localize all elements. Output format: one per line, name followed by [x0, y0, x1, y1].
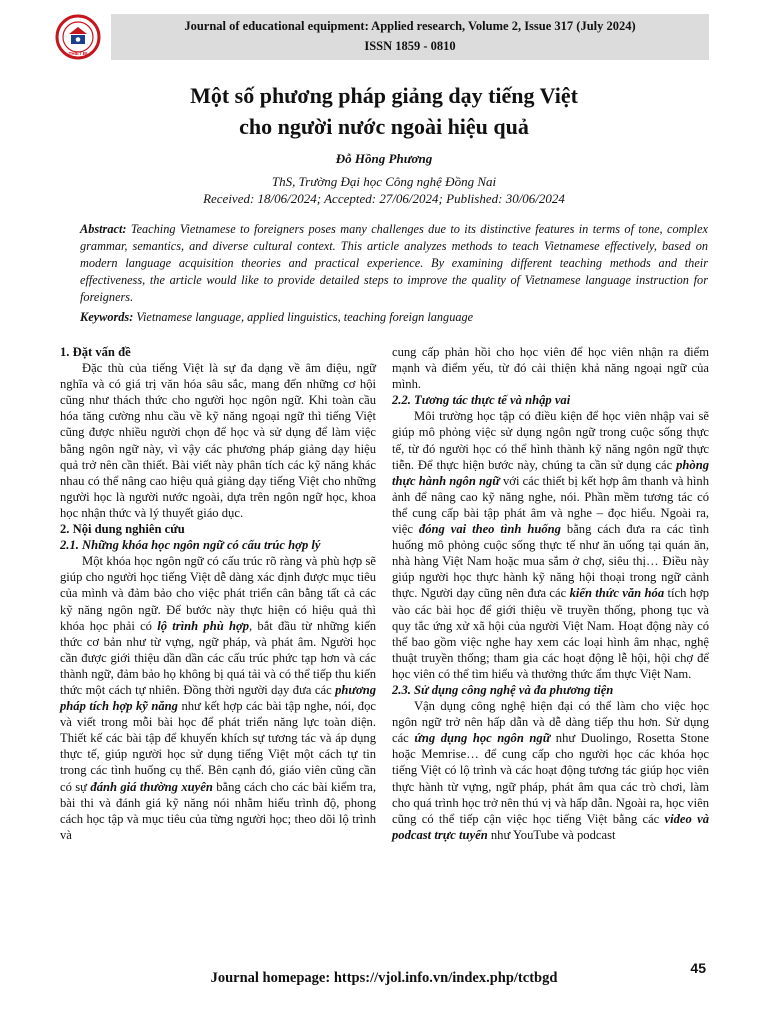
emphasis-kien-thuc: kiến thức văn hóa — [569, 586, 665, 601]
article-title — [60, 80, 708, 142]
journal-header — [111, 14, 709, 60]
paragraph-intro: Đặc thù của tiếng Việt là sự đa dạng về âm điệu, ngữ nghĩa và có giá trị văn hóa sâu sắc, mang đến những cơ hội cũng như thách thức cho người học ngôn ngữ. Khi toàn cầu hóa tăng cường nhu cầu về kỹ năng ngoại ngữ thì tiếng Việt cũng được nhiều người chọn để học và sử dụng để làm việc bằng ngôn ngữ này, vì vậy các phương pháp giảng dạy hiệu quả trở nên cần thiết. Bài viết này phân tích các kỹ năng khác nhau có thể nâng cao hiệu quả giảng dạy tiếng Việt cho những người học là người nước ngoài, dựa trên ngôn ngữ học, khoa học nhận thức và lý thuyết giáo dục. — [60, 361, 376, 520]
journal-citation: Journal of educational equipment: Applied research, Volume 2, Issue 317 (July 2024) — [184, 19, 636, 33]
paragraph-2-2: Môi trường học tập có điều kiện để học viên nhập vai sẽ giúp mô phỏng việc sử dụng ngôn ngữ trong cuộc sống thực tế, từ đó người học có thể hình thành kỹ năng ngôn ngữ thực tiễn. Để thực hiện bước này, chúng ta cần sử dụng các phòng thực hành ngôn ngữ với các thiết bị kết hợp âm thanh và hình ảnh để nâng cao kỹ năng nghe, nói. Phần mềm tương tác có thể cung cấp bài tập phát âm và nghe – đọc hiểu. Ngoài ra, việc đóng vai theo tình huống bằng cách đưa ra các tình huống mô phỏng cuộc sống thực tế như ăn uống tại quán ăn, nhà hàng Việt Nam hoặc mua sắm ở chợ, siêu thị… Điều này giúp người học thực hành kỹ năng hội thoại trong ngữ cảnh thực. Người dạy cũng nên đưa các kiến thức văn hóa tích hợp vào các bài học để giới thiệu về truyền thống, phong tục và quy tắc ứng xử xã hội của người Việt Nam. Hoạt động này có thể bao gồm việc nghe hay xem các loại hình âm nhạc, nghệ thuật truyền thống; tham gia các hoạt động lễ hội, hội chợ để học viên có thể tìm hiểu và thưởng thức ẩm thực Việt Nam. — [392, 409, 710, 681]
affiliation: ThS, Trường Đại học Công nghệ Đồng Nai — [271, 174, 497, 189]
emphasis-video-podcast: video và podcast trực tuyến — [392, 811, 709, 842]
emphasis-dong-vai: đóng vai theo tình huống — [418, 522, 561, 537]
section-heading-content: 2. Nội dung nghiên cứu — [60, 522, 185, 537]
keywords-text: Vietnamese language, applied linguistics, teaching foreign language — [133, 310, 474, 324]
emphasis-phong-thuc-hanh: phòng thực hành ngôn ngữ — [392, 457, 709, 488]
title-line-2: cho người nước ngoài hiệu quả — [239, 114, 529, 139]
journal-logo — [55, 14, 101, 60]
paragraph-2-3: Vận dụng công nghệ hiện đại có thể làm cho việc học ngôn ngữ trở nên hấp dẫn và dễ dàng tiếp thu hơn. Sử dụng các ứng dụng học ngôn ngữ như Duolingo, Rosetta Stone hoặc Memrise… để cung cấp cho người học các khóa học tiếng Việt có lộ trình và các hoạt động tương tác giúp học viên thực hành từ vựng, ngữ pháp, phát âm qua các trò chơi, làm cho quá trình học trở nên thú vị và hấp dẫn. Ngoài ra, học viên cũng có thể tiếp cận việc học tiếng Việt bằng các video và podcast trực tuyến như YouTube và podcast — [392, 699, 709, 842]
emphasis-lo-trinh: lộ trình phù hợp — [157, 618, 250, 633]
subsection-heading-2-2: 2.2. Tương tác thực tế và nhập vai — [392, 393, 571, 408]
affiliation-block — [60, 173, 708, 207]
section-heading-intro: 1. Đặt vấn đề — [60, 345, 131, 359]
paragraph-2-1: Một khóa học ngôn ngữ có cấu trúc rõ ràng và phù hợp sẽ giúp cho người học tiếng Việt dễ dàng xác định được mục tiêu của mình và đảm bảo cho việc phát triển cân bằng tất cả các kỹ năng ngôn ngữ. Để bước này thực hiện có hiệu quả thì khóa học phải có lộ trình phù hợp, bắt đầu từ những kiến thức cơ bản như từ vựng, ngữ pháp, và phát âm. Người học cần được giới thiệu dần dần các cấu trúc phức tạp hơn và các thành ngữ, đảm bảo họ không bị quá tải và có thể tiếp thu kiến thức một cách tự nhiên. Đồng thời người dạy đưa các phương pháp tích hợp kỹ năng như kết hợp các bài tập nghe, nói, đọc và viết trong mỗi bài học để phát triển năng lực toàn diện. Thiết kế các bài tập để khuyến khích sự tương tác và áp dụng thực tế, giúp người học sử dụng tiếng Việt một cách tự tin trong các tình huống cụ thể. Bên cạnh đó, giáo viên cũng cần có sự đánh giá thường xuyên bằng cách cho các bài kiểm tra, bài thi và đánh giá kỹ năng nói nhằm hiểu trình độ, phong cách học tập và mục tiêu của từng người học; theo dõi lộ trình và — [60, 554, 376, 842]
journal-homepage[interactable]: Journal homepage: https://vjol.info.vn/index.php/tctbgd — [210, 970, 558, 986]
emphasis-danh-gia: đánh giá thường xuyên — [90, 779, 213, 794]
paragraph-continued: cung cấp phản hồi cho học viên để học viên nhận ra điểm mạnh và điểm yếu, từ đó cải thiện khả năng ngoại ngữ của mình. — [392, 345, 709, 392]
publication-dates: Received: 18/06/2024; Accepted: 27/06/2024; Published: 30/06/2024 — [203, 191, 565, 206]
abstract-text: Teaching Vietnamese to foreigners poses many challenges due to its distinctive features in terms of tone, complex grammar, semantics, and diverse cultural context. This article analyzes methods to teach Vietnamese effectively, based on modern language acquisition theories and practical experience. By examining different teaching methods and their effectiveness, the article would like to provide detailed steps to improve the quality of Vietnamese language instruction for foreigners. — [80, 222, 708, 304]
logo-text: THIẾT BỊ — [68, 51, 88, 56]
emphasis-phuong-phap: phương pháp tích hợp kỹ năng — [60, 682, 376, 714]
subsection-heading-2-1: 2.1. Những khóa học ngôn ngữ có cấu trúc hợp lý — [60, 538, 321, 553]
abstract-label: Abstract: — [80, 222, 127, 236]
title-line-1: Một số phương pháp giảng dạy tiếng Việt — [190, 83, 578, 108]
author-name: Đỗ Hồng Phương — [335, 151, 433, 166]
issn: ISSN 1859 - 0810 — [364, 39, 456, 53]
right-column — [392, 344, 709, 843]
abstract — [80, 221, 708, 306]
left-column — [60, 344, 376, 843]
page-number: 45 — [690, 960, 706, 976]
keywords-label: Keywords: — [80, 310, 134, 324]
keywords — [80, 310, 708, 325]
emphasis-ung-dung: ứng dụng học ngôn ngữ — [414, 731, 551, 746]
subsection-heading-2-3: 2.3. Sử dụng công nghệ và đa phương tiện — [392, 682, 614, 697]
